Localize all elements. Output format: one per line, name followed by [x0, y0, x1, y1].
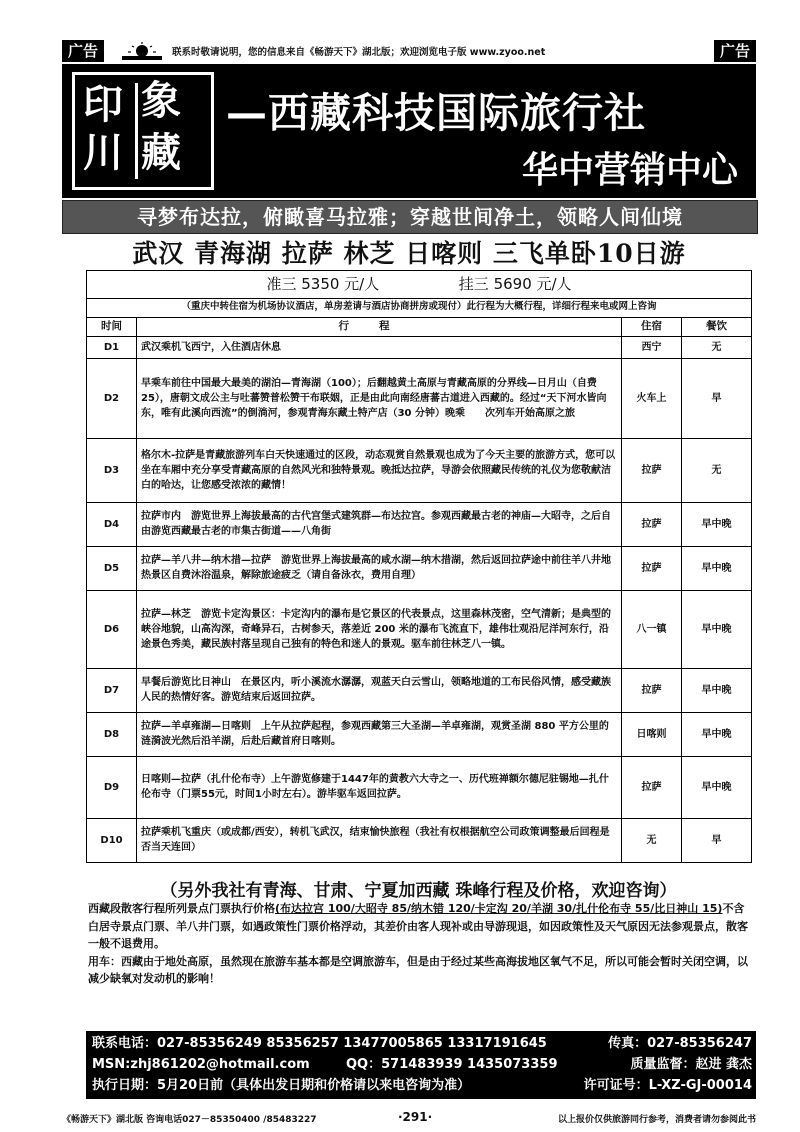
day-meal: 早中晚: [682, 668, 752, 712]
day-meal: 早中晚: [682, 712, 752, 756]
table-header: [87, 317, 752, 336]
day-stay: 拉萨: [622, 756, 682, 818]
day-stay: 拉萨: [622, 502, 682, 546]
table-row: [87, 590, 752, 668]
license-number: 许可证号：L-XZ-GJ-00014: [583, 1078, 752, 1093]
day-stay: 火车上: [622, 358, 682, 438]
top-note: 联系时敬请说明，您的信息来自《畅游天下》湖北版；欢迎浏览电子版 www.zyoo.net: [172, 47, 546, 58]
day-program: 拉萨—林芝 游览卡定沟景区：卡定沟内的瀑布是它景区的代表景点，这里森林茂密，空气清新；是典型的峡谷地貌，山高沟深，奇峰异石，古树参天，落差近 200 米的瀑布飞流直下，雄伟壮观沿尼洋河东行，沿途景色秀美，藏民族村落呈现自己独有的特色和迷人的景观。驱车前往林芝八一镇。: [137, 590, 622, 668]
day-program: 早乘车前往中国最大最美的湖泊—青海湖（100）；后翻越黄土高原与青藏高原的分界线—日月山（自费 25），唐朝文成公主与吐蕃赞普松赞干布联姻，正是由此向南经唐蕃古道进入西藏的。经过“天下河水皆向东，唯有此溪向西流”的倒淌河，参观青海东藏土特产店（30 分钟）晚乘 次列车开始高原之旅: [137, 358, 622, 438]
day-stay: 拉萨: [622, 668, 682, 712]
ad-label-right: 广告: [714, 40, 756, 62]
extra-routes-notice: （另外我社有青海、甘肃、宁夏加西藏 珠峰行程及价格，欢迎咨询）: [160, 881, 677, 901]
day-meal: 早: [682, 358, 752, 438]
execution-date: 执行日期：5月20日前（具体出发日期和价格请以来电咨询为准）: [92, 1078, 471, 1093]
day-program: 日喀则—拉萨（扎什伦布寺）上午游览修建于1447年的黄教六大寺之一、历代班禅额尔德尼驻锡地—扎什伦布寺（门票55元，时间1小时左右）。游毕驱车返回拉萨。: [137, 756, 622, 818]
day-label: D8: [87, 712, 137, 756]
contact-panel: [86, 1031, 756, 1099]
itinerary-note: （重庆中转住宿为机场协议酒店，单房差请与酒店协商拼房或现付）此行程为大概行程，详细行程来电或网上咨询: [87, 298, 752, 317]
contact-fax: 传真：027-85356247: [608, 1036, 752, 1051]
day-stay: 拉萨: [622, 546, 682, 590]
contact-row-phone: [92, 1034, 752, 1054]
header-stay: 住宿: [622, 317, 682, 336]
day-stay: 日喀则: [622, 712, 682, 756]
footer-right: 以上报价仅供旅游同行参考，消费者请勿参阅此书: [557, 1115, 756, 1125]
price-listed: 挂三 5690 元/人: [458, 275, 572, 293]
day-stay: 八一镇: [622, 590, 682, 668]
hero-banner: [62, 64, 756, 198]
day-meal: 早: [682, 818, 752, 862]
day-label: D4: [87, 502, 137, 546]
seal-char-2: 象: [141, 77, 181, 124]
agency-subtitle: 华中营销中心: [521, 150, 738, 191]
footer-left: 《畅游天下》湖北版 咨询电话027－85350400 /85483227: [62, 1115, 317, 1125]
day-meal: 无: [682, 438, 752, 502]
day-meal: 早中晚: [682, 546, 752, 590]
ticket-prices: (布达拉宫 100/大昭寺 85/纳木错 120/卡定沟 20/羊湖 30/扎什伦布寺 55/比日神山 15): [275, 902, 723, 915]
day-label: D6: [87, 590, 137, 668]
day-meal: 早中晚: [682, 756, 752, 818]
header-time: 时间: [87, 317, 137, 336]
day-program: 早餐后游览比日神山 在景区内，听小溪流水潺潺，观蓝天白云雪山，领略地道的工布民俗风情，感受藏族人民的热情好客。游览结束后返回拉萨。: [137, 668, 622, 712]
table-row: [87, 712, 752, 756]
day-meal: 早中晚: [682, 502, 752, 546]
day-label: D7: [87, 668, 137, 712]
contact-qq: QQ：571483939 1435073359: [346, 1057, 558, 1072]
contact-row-online: [92, 1055, 752, 1075]
table-row: [87, 818, 752, 862]
seal-divider: [135, 83, 138, 179]
seal-char-3: 川: [83, 129, 123, 176]
ticket-note-rest: 不含白居寺景点门票、羊八井门票，如遇政策性门票价格浮动，其差价由客人现补或由导游现退，如因政策性及天气原因无法参观景点，散客一般不退费用。: [88, 902, 748, 950]
seal-char-4: 藏: [141, 129, 181, 176]
slogan-banner: 寻梦布达拉，俯瞰喜马拉雅；穿越世间净土，领略人间仙境: [62, 200, 758, 234]
table-row: [87, 358, 752, 438]
day-label: D2: [87, 358, 137, 438]
table-row: [87, 546, 752, 590]
day-program: 拉萨市内 游览世界上海拔最高的古代宫堡式建筑群—布达拉宫。参观西藏最古老的神庙—大昭寺，之后自由游览西藏最古老的市集古街道——八角街: [137, 502, 622, 546]
header-program: 行程: [137, 317, 622, 336]
day-meal: 无: [682, 336, 752, 358]
itinerary-table: [86, 270, 752, 863]
contact-phone: 联系电话：027-85356249 85356257 13477005865 13317191645: [92, 1036, 547, 1051]
vehicle-note: 用车：西藏由于地处高原，虽然现在旅游车基本都是空调旅游车，但是由于经过某些高海拔地区氧气不足，所以可能会暂时关闭空调，以减少缺氧对发动机的影响！: [88, 954, 748, 985]
day-label: D5: [87, 546, 137, 590]
magazine-logo-icon: [120, 42, 164, 60]
price-standard: 准三 5350 元/人: [266, 275, 380, 293]
day-stay: 无: [622, 818, 682, 862]
day-meal: 早中晚: [682, 590, 752, 668]
agency-name: —西藏科技国际旅行社: [226, 89, 646, 137]
ad-label-left: 广告: [62, 40, 104, 62]
table-row: [87, 502, 752, 546]
table-row: [87, 756, 752, 818]
quality-supervisor: 质量监督：赵进 龚杰: [630, 1057, 752, 1072]
table-row: [87, 336, 752, 358]
note-row: [87, 298, 752, 317]
contact-row-license: [92, 1076, 752, 1096]
day-stay: 西宁: [622, 336, 682, 358]
page-footer: [62, 1110, 756, 1126]
price-row: [87, 271, 752, 299]
ticket-note: [88, 900, 752, 953]
tour-title: 武汉 青海湖 拉萨 林芝 日喀则 三飞单卧10日游: [132, 239, 686, 268]
day-program: 拉萨—羊卓雍湖—日喀则 上午从拉萨起程，参观西藏第三大圣湖—羊卓雍湖，观赏圣湖 880 平方公里的涟漪波光然后沿羊湖，后赴后藏首府日喀则。: [137, 712, 622, 756]
header-meal: 餐饮: [682, 317, 752, 336]
day-program: 拉萨乘机飞重庆（或成都/西安），转机飞武汉，结束愉快旅程（我社有权根据航空公司政策调整最后回程是否当天连回）: [137, 818, 622, 862]
impression-seal-logo: [72, 72, 214, 190]
contact-msn: MSN:zhj861202@hotmail.com: [92, 1057, 310, 1072]
day-program: 拉萨—羊八井—纳木措—拉萨 游览世界上海拔最高的咸水湖—纳木措湖，然后返回拉萨途中前往羊八井地热景区自费沐浴温泉，解除旅途疲乏（请自备泳衣，费用自理）: [137, 546, 622, 590]
day-stay: 拉萨: [622, 438, 682, 502]
page-number: ·291·: [398, 1110, 433, 1124]
table-row: [87, 438, 752, 502]
seal-char-1: 印: [83, 81, 123, 128]
tour-notes: [88, 900, 752, 988]
day-label: D1: [87, 336, 137, 358]
day-program: 格尔木-拉萨是青藏旅游列车白天快速通过的区段，动态观赏自然景观也成为了今天主要的旅游方式，您可以坐在车厢中充分享受青藏高原的自然风光和独特景观。晚抵达拉萨，导游会依照藏民传统的礼仪为您敬献洁白的哈达，让您感受浓浓的藏情！: [137, 438, 622, 502]
table-row: [87, 668, 752, 712]
top-strip: [62, 40, 756, 64]
day-label: D3: [87, 438, 137, 502]
day-program: 武汉乘机飞西宁，入住酒店休息: [137, 336, 622, 358]
day-label: D9: [87, 756, 137, 818]
day-label: D10: [87, 818, 137, 862]
ticket-note-lead: 西藏段散客行程所列景点门票执行价格: [88, 902, 275, 915]
